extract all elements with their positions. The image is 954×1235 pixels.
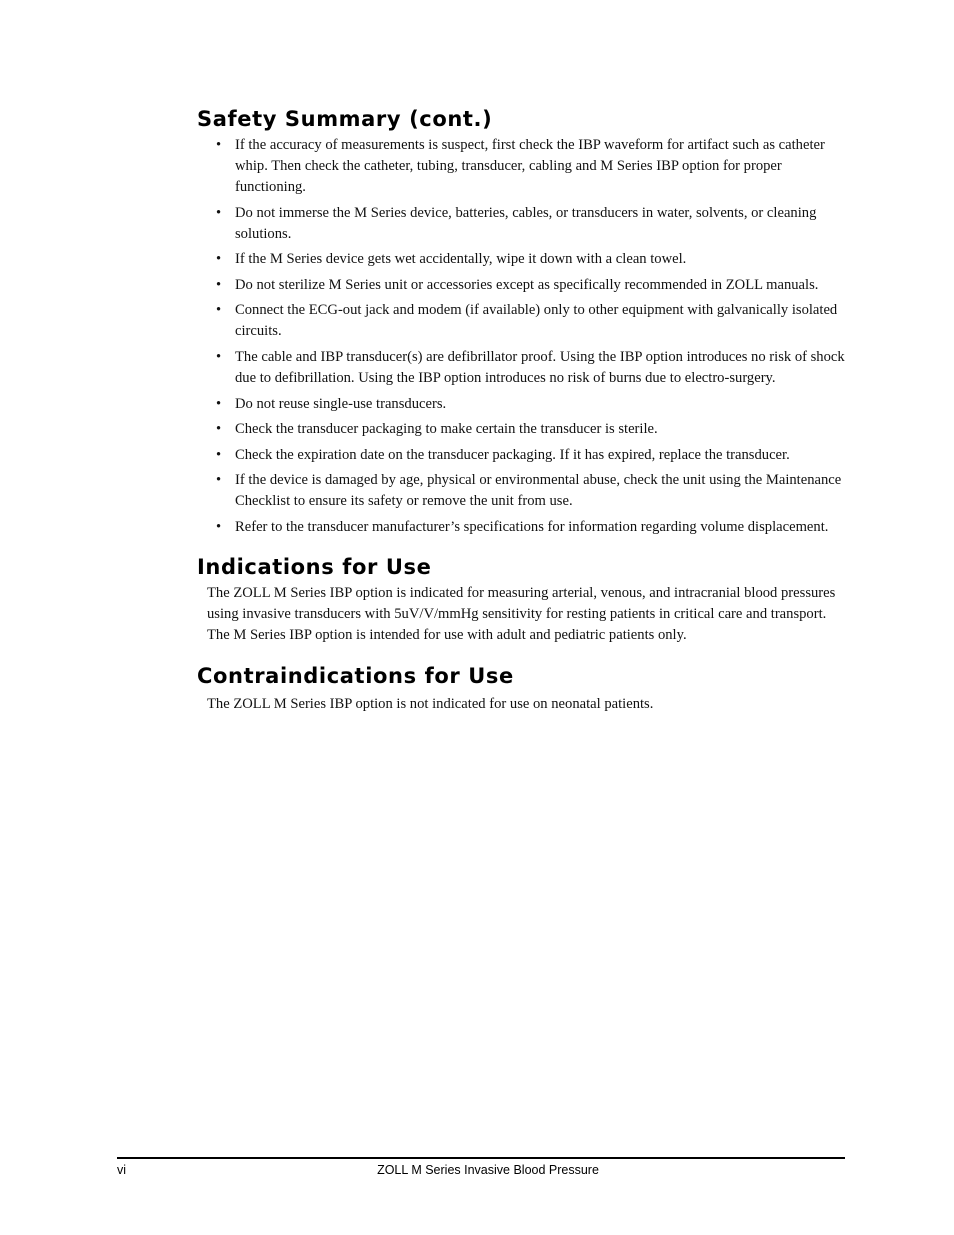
- list-item-text: Do not reuse single-use transducers.: [235, 395, 447, 412]
- bullet-icon: •: [216, 204, 222, 221]
- list-item: [197, 347, 847, 389]
- footer-document-title: ZOLL M Series Invasive Blood Pressure: [377, 1163, 599, 1177]
- list-item-text: Do not sterilize M Series unit or accessories except as specifically recommended in ZOLL manuals.: [235, 276, 819, 293]
- list-item-text: Connect the ECG-out jack and modem (if available) only to other equipment with galvanically isolated circuits.: [235, 302, 838, 340]
- bullet-icon: •: [216, 446, 222, 463]
- safety-summary-section: [197, 104, 847, 538]
- bullet-icon: •: [216, 518, 222, 535]
- list-item: [197, 275, 847, 296]
- contraindications-section: [197, 661, 847, 715]
- safety-summary-heading: Safety Summary (cont.): [197, 107, 493, 131]
- list-item: [197, 445, 847, 466]
- list-item-text: Check the expiration date on the transducer packaging. If it has expired, replace the transducer.: [235, 446, 790, 463]
- bullet-icon: •: [216, 276, 222, 293]
- list-item: [197, 300, 847, 342]
- list-item-text: The cable and IBP transducer(s) are defibrillator proof. Using the IBP option introduces no risk of shock due to defibrillation. Using the IBP option introduces no risk of burns due to electro-surgery.: [235, 348, 845, 386]
- list-item: [197, 249, 847, 270]
- footer-divider: [117, 1157, 845, 1159]
- list-item: [197, 394, 847, 415]
- list-item: [197, 203, 847, 245]
- bullet-icon: •: [216, 137, 222, 153]
- page-content: [197, 104, 847, 715]
- contraindications-heading: Contraindications for Use: [197, 663, 514, 688]
- list-item-text: Refer to the transducer manufacturer’s specifications for information regarding volume displacement.: [235, 518, 829, 535]
- contraindications-paragraph: The ZOLL M Series IBP option is not indicated for use on neonatal patients.: [207, 695, 654, 712]
- bullet-icon: •: [216, 302, 222, 319]
- list-item-text: Check the transducer packaging to make certain the transducer is sterile.: [235, 421, 658, 438]
- footer-page-number: vi: [117, 1163, 127, 1177]
- indications-paragraph: The ZOLL M Series IBP option is indicated for measuring arterial, venous, and intracranial blood pressures using invasive transducers with 5uV/V/mmHg sensitivity for resting patients in critical care and transport. The M Series IBP option is intended for use with adult and pediatric patients only.: [207, 584, 836, 643]
- indications-section: [197, 552, 847, 646]
- list-item: [197, 419, 847, 440]
- bullet-icon: •: [216, 251, 222, 268]
- list-item-text: If the accuracy of measurements is suspect, first check the IBP waveform for artifact such as catheter whip. Then check the catheter, tubing, transducer, cabling and M Series IBP option for proper functioning.: [235, 137, 825, 195]
- bullet-icon: •: [216, 421, 222, 438]
- list-item-text: If the device is damaged by age, physical or environmental abuse, check the unit using the Maintenance Checklist to ensure its safety or remove the unit from use.: [235, 472, 842, 510]
- indications-heading: Indications for Use: [197, 554, 432, 579]
- list-item-text: If the M Series device gets wet accidentally, wipe it down with a clean towel.: [235, 251, 687, 268]
- list-item: [197, 470, 847, 512]
- safety-bullet-list: [197, 135, 847, 538]
- list-item-text: Do not immerse the M Series device, batteries, cables, or transducers in water, solvents, or cleaning solutions.: [235, 204, 817, 242]
- bullet-icon: •: [216, 348, 222, 365]
- list-item: [197, 135, 847, 198]
- bullet-icon: •: [216, 472, 222, 489]
- bullet-icon: •: [216, 395, 222, 412]
- list-item: [197, 517, 847, 538]
